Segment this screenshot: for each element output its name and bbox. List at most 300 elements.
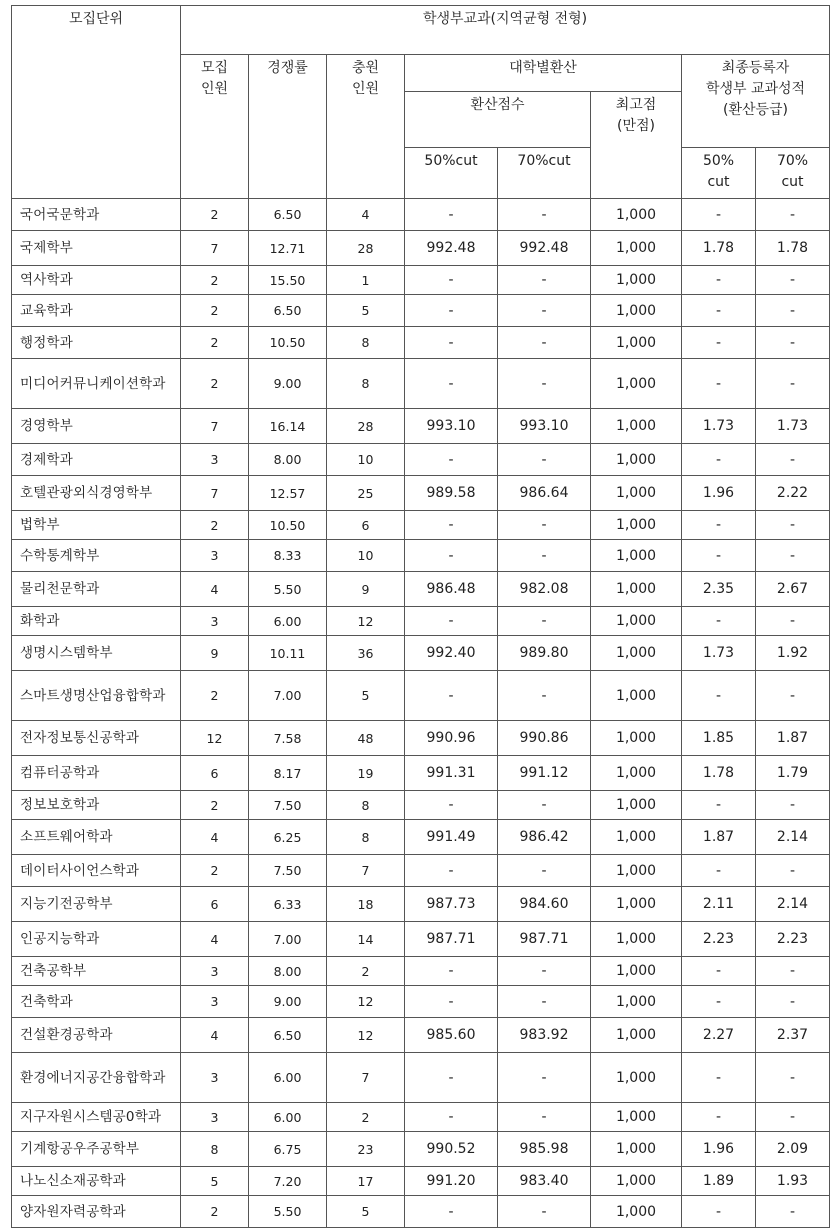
cell-rate: 8.17 <box>249 756 327 791</box>
cell-quota: 4 <box>181 820 249 855</box>
header-univ-conv: 대학별환산 <box>405 55 682 92</box>
cell-g70: 1.79 <box>756 756 830 791</box>
cell-s50: - <box>405 986 498 1018</box>
cell-g50: - <box>682 1196 756 1228</box>
cell-added: 8 <box>327 791 405 820</box>
cell-g70: - <box>756 444 830 476</box>
cell-s70: 993.10 <box>498 409 591 444</box>
cell-s50: - <box>405 199 498 231</box>
cell-g50: 1.96 <box>682 476 756 511</box>
cell-rate: 6.00 <box>249 607 327 636</box>
cell-name: 건축공학부 <box>12 957 181 986</box>
header-conv-score: 환산점수 <box>405 92 591 148</box>
cell-g70: 2.37 <box>756 1018 830 1053</box>
cell-max: 1,000 <box>591 409 682 444</box>
cell-name: 경영학부 <box>12 409 181 444</box>
cell-s70: - <box>498 199 591 231</box>
cell-quota: 2 <box>181 327 249 359</box>
table-row <box>12 1132 830 1167</box>
cell-quota: 2 <box>181 511 249 540</box>
cell-g70: - <box>756 791 830 820</box>
cell-name: 지구자원시스템공0학과 <box>12 1103 181 1132</box>
cell-g70: 2.14 <box>756 820 830 855</box>
cell-rate: 7.20 <box>249 1167 327 1196</box>
cell-s50: - <box>405 540 498 572</box>
cell-quota: 2 <box>181 791 249 820</box>
cell-quota: 6 <box>181 756 249 791</box>
cell-name: 컴퓨터공학과 <box>12 756 181 791</box>
cell-quota: 3 <box>181 957 249 986</box>
cell-name: 국어국문학과 <box>12 199 181 231</box>
table-row <box>12 957 830 986</box>
cell-name: 건설환경공학과 <box>12 1018 181 1053</box>
cell-g50: 1.87 <box>682 820 756 855</box>
cell-s50: 991.31 <box>405 756 498 791</box>
cell-g50: - <box>682 855 756 887</box>
cell-g70: - <box>756 511 830 540</box>
cell-rate: 8.00 <box>249 444 327 476</box>
cell-rate: 16.14 <box>249 409 327 444</box>
cell-added: 8 <box>327 359 405 409</box>
cell-g70: - <box>756 359 830 409</box>
cell-added: 8 <box>327 820 405 855</box>
cell-max: 1,000 <box>591 1132 682 1167</box>
cell-quota: 8 <box>181 1132 249 1167</box>
cell-g50: - <box>682 327 756 359</box>
cell-g70: - <box>756 327 830 359</box>
cell-g70: 1.78 <box>756 231 830 266</box>
cell-max: 1,000 <box>591 607 682 636</box>
cell-rate: 7.58 <box>249 721 327 756</box>
cell-quota: 7 <box>181 231 249 266</box>
table-body <box>12 199 830 1228</box>
cell-quota: 3 <box>181 444 249 476</box>
cell-added: 25 <box>327 476 405 511</box>
cell-max: 1,000 <box>591 359 682 409</box>
cell-added: 19 <box>327 756 405 791</box>
cell-max: 1,000 <box>591 295 682 327</box>
cell-g70: 1.92 <box>756 636 830 671</box>
cell-added: 48 <box>327 721 405 756</box>
cell-added: 5 <box>327 1196 405 1228</box>
table-row <box>12 266 830 295</box>
cell-max: 1,000 <box>591 820 682 855</box>
cell-g70: - <box>756 540 830 572</box>
cell-s50: 990.96 <box>405 721 498 756</box>
cell-s70: - <box>498 957 591 986</box>
cell-rate: 6.00 <box>249 1053 327 1103</box>
cell-g50: 2.11 <box>682 887 756 922</box>
cell-rate: 6.75 <box>249 1132 327 1167</box>
cell-quota: 2 <box>181 855 249 887</box>
cell-g50: - <box>682 511 756 540</box>
cell-name: 정보보호학과 <box>12 791 181 820</box>
header-added: 충원 인원 <box>327 55 405 199</box>
cell-quota: 12 <box>181 721 249 756</box>
cell-g50: - <box>682 540 756 572</box>
table-row <box>12 199 830 231</box>
cell-s50: 991.20 <box>405 1167 498 1196</box>
table-row <box>12 922 830 957</box>
table-row <box>12 986 830 1018</box>
cell-s70: - <box>498 1103 591 1132</box>
cell-max: 1,000 <box>591 671 682 721</box>
header-grade70: 70% cut <box>756 148 830 199</box>
cell-quota: 3 <box>181 540 249 572</box>
cell-max: 1,000 <box>591 887 682 922</box>
cell-s70: - <box>498 986 591 1018</box>
cell-rate: 8.00 <box>249 957 327 986</box>
cell-g50: - <box>682 295 756 327</box>
header-cut50: 50%cut <box>405 148 498 199</box>
cell-s50: - <box>405 327 498 359</box>
cell-s70: 985.98 <box>498 1132 591 1167</box>
cell-added: 7 <box>327 855 405 887</box>
table-row <box>12 295 830 327</box>
cell-name: 경제학과 <box>12 444 181 476</box>
cell-s50: 986.48 <box>405 572 498 607</box>
cell-s50: - <box>405 791 498 820</box>
cell-max: 1,000 <box>591 266 682 295</box>
cell-rate: 5.50 <box>249 1196 327 1228</box>
cell-max: 1,000 <box>591 327 682 359</box>
cell-s70: - <box>498 359 591 409</box>
cell-max: 1,000 <box>591 957 682 986</box>
cell-rate: 6.50 <box>249 1018 327 1053</box>
table-row <box>12 1167 830 1196</box>
cell-s70: 986.64 <box>498 476 591 511</box>
cell-rate: 8.33 <box>249 540 327 572</box>
cell-quota: 3 <box>181 1103 249 1132</box>
cell-s50: - <box>405 359 498 409</box>
header-group: 학생부교과(지역균형 전형) <box>181 6 830 55</box>
cell-s70: 982.08 <box>498 572 591 607</box>
cell-g50: - <box>682 199 756 231</box>
cell-name: 나노신소재공학과 <box>12 1167 181 1196</box>
cell-g70: - <box>756 1196 830 1228</box>
cell-g50: - <box>682 359 756 409</box>
cell-s70: - <box>498 1196 591 1228</box>
cell-s50: - <box>405 957 498 986</box>
table-row <box>12 327 830 359</box>
cell-g70: - <box>756 1103 830 1132</box>
cell-added: 7 <box>327 1053 405 1103</box>
cell-s50: - <box>405 671 498 721</box>
cell-added: 12 <box>327 607 405 636</box>
cell-g50: 1.85 <box>682 721 756 756</box>
cell-s70: 984.60 <box>498 887 591 922</box>
cell-max: 1,000 <box>591 1103 682 1132</box>
cell-added: 8 <box>327 327 405 359</box>
cell-g70: - <box>756 957 830 986</box>
cell-g70: - <box>756 855 830 887</box>
cell-added: 36 <box>327 636 405 671</box>
cell-name: 데이터사이언스학과 <box>12 855 181 887</box>
cell-name: 스마트생명산업융합학과 <box>12 671 181 721</box>
cell-name: 교육학과 <box>12 295 181 327</box>
cell-g70: 1.73 <box>756 409 830 444</box>
cell-s50: - <box>405 1103 498 1132</box>
cell-s70: - <box>498 295 591 327</box>
cell-quota: 2 <box>181 671 249 721</box>
cell-rate: 7.00 <box>249 922 327 957</box>
cell-added: 9 <box>327 572 405 607</box>
cell-added: 5 <box>327 671 405 721</box>
cell-g50: - <box>682 671 756 721</box>
cell-g50: - <box>682 1053 756 1103</box>
cell-rate: 6.00 <box>249 1103 327 1132</box>
cell-g50: - <box>682 1103 756 1132</box>
cell-rate: 10.50 <box>249 327 327 359</box>
header-competition: 경쟁률 <box>249 55 327 199</box>
cell-rate: 15.50 <box>249 266 327 295</box>
cell-g70: - <box>756 671 830 721</box>
cell-g70: 1.87 <box>756 721 830 756</box>
table-row <box>12 1053 830 1103</box>
cell-g70: - <box>756 986 830 1018</box>
cell-added: 10 <box>327 444 405 476</box>
cell-max: 1,000 <box>591 444 682 476</box>
table-row <box>12 231 830 266</box>
table-row <box>12 721 830 756</box>
cell-name: 행정학과 <box>12 327 181 359</box>
cell-g70: - <box>756 607 830 636</box>
table-row <box>12 359 830 409</box>
cell-max: 1,000 <box>591 1196 682 1228</box>
cell-name: 기계항공우주공학부 <box>12 1132 181 1167</box>
cell-s70: - <box>498 511 591 540</box>
cell-s70: 989.80 <box>498 636 591 671</box>
cell-name: 지능기전공학부 <box>12 887 181 922</box>
table-row <box>12 572 830 607</box>
cell-added: 6 <box>327 511 405 540</box>
cell-added: 10 <box>327 540 405 572</box>
table-row <box>12 409 830 444</box>
cell-s70: 983.92 <box>498 1018 591 1053</box>
cell-s70: 986.42 <box>498 820 591 855</box>
cell-g70: 2.23 <box>756 922 830 957</box>
cell-added: 14 <box>327 922 405 957</box>
cell-added: 23 <box>327 1132 405 1167</box>
cell-max: 1,000 <box>591 1018 682 1053</box>
cell-g50: 1.78 <box>682 756 756 791</box>
cell-g50: 2.23 <box>682 922 756 957</box>
cell-s50: - <box>405 1196 498 1228</box>
table-row <box>12 887 830 922</box>
cell-s70: - <box>498 855 591 887</box>
cell-name: 인공지능학과 <box>12 922 181 957</box>
cell-g70: 2.09 <box>756 1132 830 1167</box>
cell-rate: 9.00 <box>249 986 327 1018</box>
cell-s70: 992.48 <box>498 231 591 266</box>
cell-added: 12 <box>327 1018 405 1053</box>
table-row <box>12 756 830 791</box>
cell-name: 환경에너지공간융합학과 <box>12 1053 181 1103</box>
cell-quota: 5 <box>181 1167 249 1196</box>
cell-s70: - <box>498 671 591 721</box>
cell-added: 18 <box>327 887 405 922</box>
cell-s50: 985.60 <box>405 1018 498 1053</box>
cell-max: 1,000 <box>591 199 682 231</box>
cell-s50: - <box>405 511 498 540</box>
header-final: 최종등록자 학생부 교과성적 (환산등급) <box>682 55 830 148</box>
cell-s50: 992.40 <box>405 636 498 671</box>
cell-quota: 4 <box>181 1018 249 1053</box>
cell-added: 12 <box>327 986 405 1018</box>
cell-added: 2 <box>327 1103 405 1132</box>
cell-g50: - <box>682 607 756 636</box>
cell-s50: - <box>405 295 498 327</box>
cell-s50: - <box>405 607 498 636</box>
cell-g70: 2.67 <box>756 572 830 607</box>
cell-s50: 987.71 <box>405 922 498 957</box>
cell-quota: 2 <box>181 199 249 231</box>
cell-quota: 2 <box>181 295 249 327</box>
table-row <box>12 820 830 855</box>
cell-rate: 6.50 <box>249 295 327 327</box>
cell-max: 1,000 <box>591 1167 682 1196</box>
cell-quota: 4 <box>181 572 249 607</box>
table-row <box>12 511 830 540</box>
admission-results-table <box>11 5 830 1228</box>
cell-max: 1,000 <box>591 791 682 820</box>
cell-max: 1,000 <box>591 636 682 671</box>
cell-rate: 5.50 <box>249 572 327 607</box>
cell-g70: - <box>756 266 830 295</box>
cell-quota: 4 <box>181 922 249 957</box>
cell-rate: 7.00 <box>249 671 327 721</box>
cell-g50: 2.27 <box>682 1018 756 1053</box>
cell-quota: 7 <box>181 476 249 511</box>
cell-g50: 2.35 <box>682 572 756 607</box>
cell-name: 물리천문학과 <box>12 572 181 607</box>
cell-g50: - <box>682 791 756 820</box>
cell-s50: 993.10 <box>405 409 498 444</box>
cell-name: 화학과 <box>12 607 181 636</box>
cell-rate: 10.11 <box>249 636 327 671</box>
cell-s70: - <box>498 266 591 295</box>
cell-rate: 6.25 <box>249 820 327 855</box>
cell-added: 2 <box>327 957 405 986</box>
header-grade50: 50% cut <box>682 148 756 199</box>
cell-quota: 9 <box>181 636 249 671</box>
cell-name: 역사학과 <box>12 266 181 295</box>
cell-quota: 6 <box>181 887 249 922</box>
cell-rate: 9.00 <box>249 359 327 409</box>
cell-quota: 7 <box>181 409 249 444</box>
cell-added: 5 <box>327 295 405 327</box>
cell-name: 소프트웨어학과 <box>12 820 181 855</box>
cell-quota: 2 <box>181 359 249 409</box>
cell-rate: 6.50 <box>249 199 327 231</box>
cell-rate: 6.33 <box>249 887 327 922</box>
cell-max: 1,000 <box>591 476 682 511</box>
header-unit: 모집단위 <box>12 6 181 199</box>
cell-rate: 7.50 <box>249 791 327 820</box>
table-row <box>12 607 830 636</box>
cell-g50: - <box>682 957 756 986</box>
cell-quota: 2 <box>181 266 249 295</box>
cell-name: 건축학과 <box>12 986 181 1018</box>
cell-g70: 2.14 <box>756 887 830 922</box>
cell-s50: 987.73 <box>405 887 498 922</box>
header-cut70: 70%cut <box>498 148 591 199</box>
cell-s70: - <box>498 607 591 636</box>
cell-max: 1,000 <box>591 922 682 957</box>
cell-s50: 991.49 <box>405 820 498 855</box>
cell-quota: 3 <box>181 986 249 1018</box>
cell-rate: 10.50 <box>249 511 327 540</box>
cell-max: 1,000 <box>591 511 682 540</box>
table-row <box>12 1018 830 1053</box>
cell-g70: 1.93 <box>756 1167 830 1196</box>
cell-g50: - <box>682 986 756 1018</box>
table-row <box>12 636 830 671</box>
cell-name: 국제학부 <box>12 231 181 266</box>
cell-added: 28 <box>327 409 405 444</box>
cell-s70: 991.12 <box>498 756 591 791</box>
cell-s50: - <box>405 1053 498 1103</box>
cell-rate: 12.57 <box>249 476 327 511</box>
cell-s50: 990.52 <box>405 1132 498 1167</box>
cell-g50: 1.78 <box>682 231 756 266</box>
cell-max: 1,000 <box>591 986 682 1018</box>
table-row <box>12 476 830 511</box>
cell-g70: 2.22 <box>756 476 830 511</box>
cell-quota: 2 <box>181 1196 249 1228</box>
table-row <box>12 855 830 887</box>
table-row <box>12 791 830 820</box>
cell-added: 1 <box>327 266 405 295</box>
cell-max: 1,000 <box>591 1053 682 1103</box>
cell-max: 1,000 <box>591 540 682 572</box>
table-row <box>12 1196 830 1228</box>
cell-s70: - <box>498 1053 591 1103</box>
cell-s50: 992.48 <box>405 231 498 266</box>
cell-g50: 1.73 <box>682 636 756 671</box>
cell-g50: 1.89 <box>682 1167 756 1196</box>
header-max-score: 최고점 (만점) <box>591 92 682 199</box>
cell-g50: 1.73 <box>682 409 756 444</box>
cell-s70: - <box>498 444 591 476</box>
cell-s50: - <box>405 266 498 295</box>
table-row <box>12 540 830 572</box>
cell-name: 생명시스템학부 <box>12 636 181 671</box>
table-row <box>12 671 830 721</box>
cell-s70: 987.71 <box>498 922 591 957</box>
cell-s70: - <box>498 791 591 820</box>
cell-added: 4 <box>327 199 405 231</box>
cell-s70: - <box>498 540 591 572</box>
cell-rate: 12.71 <box>249 231 327 266</box>
cell-max: 1,000 <box>591 756 682 791</box>
cell-s50: - <box>405 855 498 887</box>
cell-max: 1,000 <box>591 231 682 266</box>
header-quota: 모집 인원 <box>181 55 249 199</box>
cell-g70: - <box>756 295 830 327</box>
table-row <box>12 444 830 476</box>
cell-g50: - <box>682 266 756 295</box>
cell-s70: - <box>498 327 591 359</box>
cell-name: 양자원자력공학과 <box>12 1196 181 1228</box>
cell-s70: 990.86 <box>498 721 591 756</box>
cell-max: 1,000 <box>591 855 682 887</box>
cell-max: 1,000 <box>591 721 682 756</box>
cell-added: 28 <box>327 231 405 266</box>
cell-s70: 983.40 <box>498 1167 591 1196</box>
cell-g70: - <box>756 199 830 231</box>
cell-quota: 3 <box>181 1053 249 1103</box>
